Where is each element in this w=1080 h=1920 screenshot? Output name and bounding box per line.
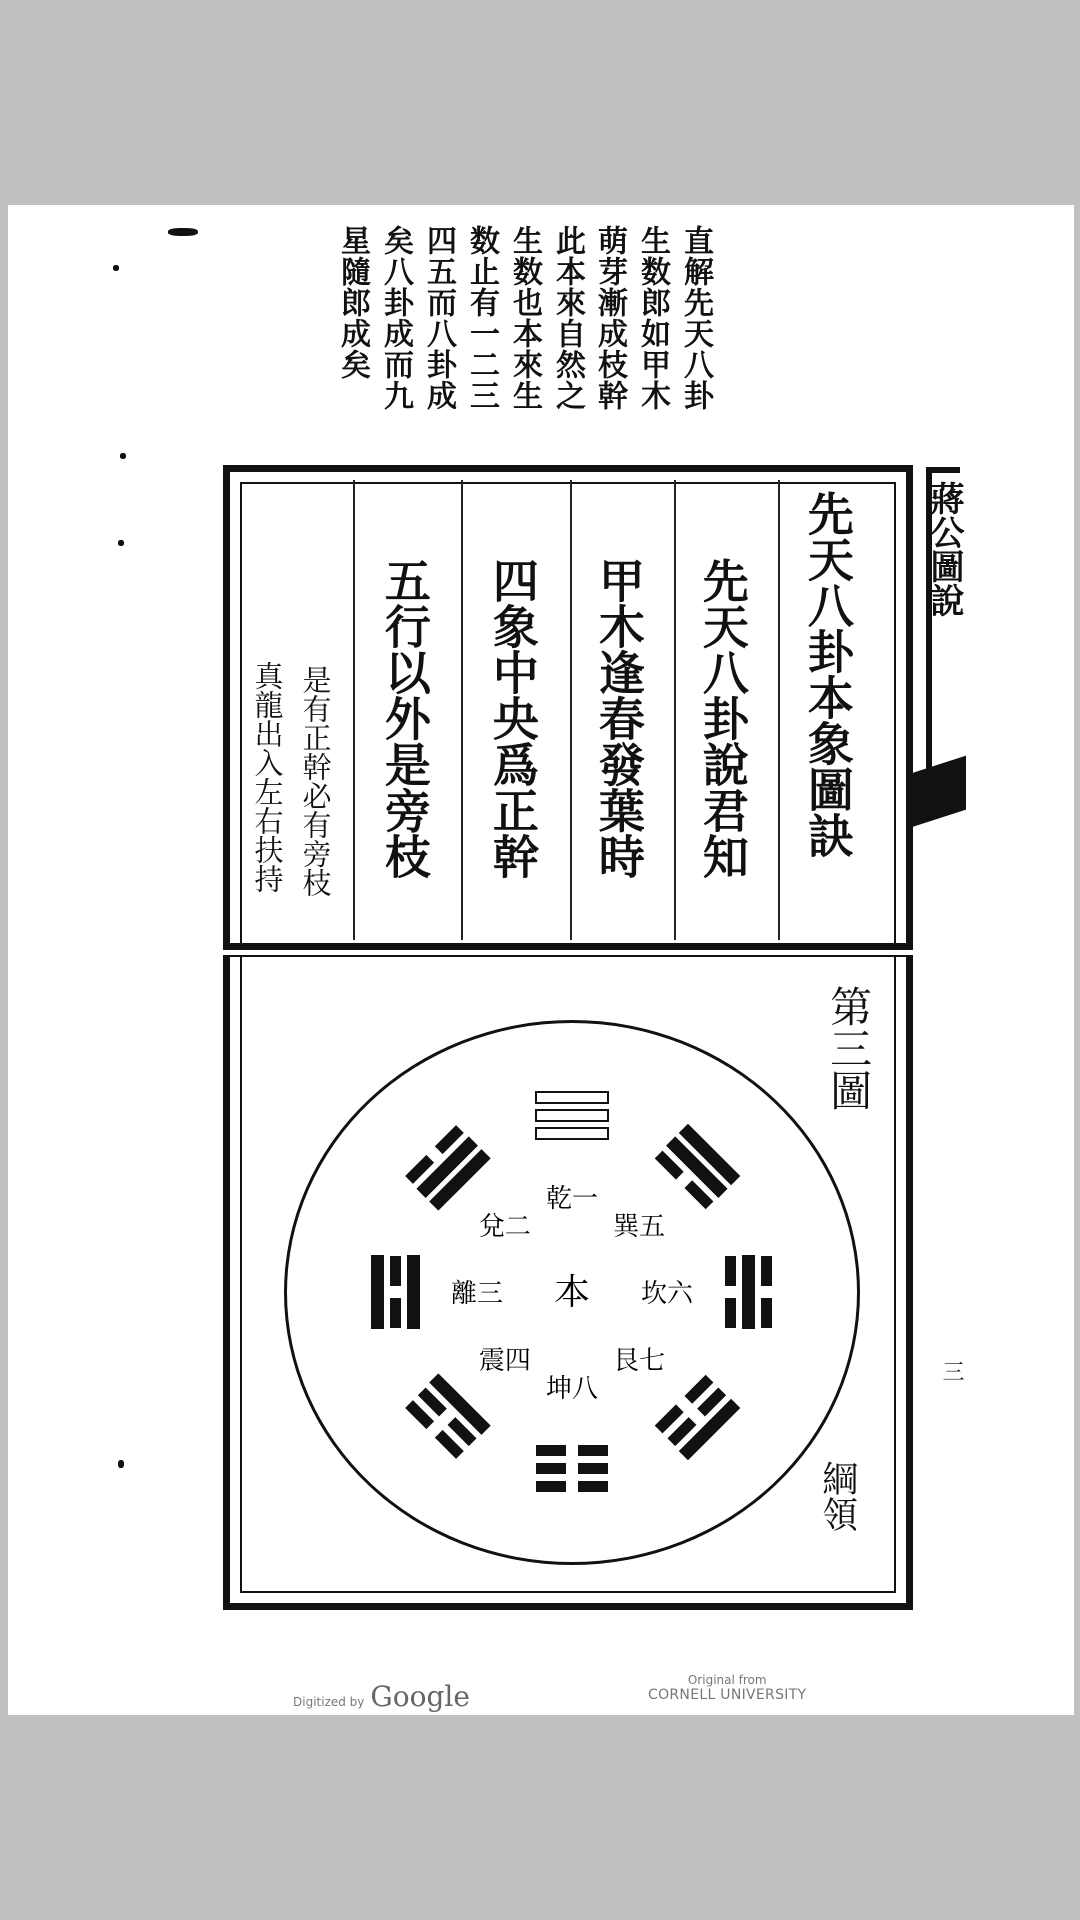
verse-line-3: 四象中央爲正幹 <box>485 557 540 879</box>
trigram-label: 乾一 <box>545 1184 599 1214</box>
google-logo: Google <box>370 1680 470 1713</box>
page-tab <box>908 756 966 829</box>
commentary-column-6: 数止有一二三 <box>464 225 499 411</box>
figure-label: 第三圖 <box>824 985 874 1111</box>
original-from <box>648 1673 806 1703</box>
trigram-label: 震四 <box>478 1346 531 1377</box>
verse-note-2: 真龍出入左右扶持 <box>250 661 285 893</box>
institution-name: CORNELL UNIVERSITY <box>648 1687 807 1703</box>
commentary-column-9: 星隨郎成矣 <box>335 225 370 380</box>
trigram-qian <box>536 1092 608 1139</box>
commentary-column-8: 矣八卦成而九 <box>378 225 413 411</box>
frame-divider <box>223 943 913 957</box>
ink-speck <box>118 540 124 546</box>
digitized-by-text: Digitized by <box>293 1695 365 1709</box>
verse-line-4: 五行以外是旁枝 <box>377 557 432 879</box>
trigram-label: 離三 <box>450 1279 504 1309</box>
trigram-li <box>372 1256 419 1328</box>
trigram-label: 坎六 <box>640 1279 694 1309</box>
ink-speck <box>118 1460 124 1468</box>
trigram-zhen <box>405 1375 489 1459</box>
verse-title: 先天八卦本象圖訣 <box>800 490 855 858</box>
ink-speck <box>120 453 126 459</box>
diagram-center: 本 <box>553 1272 591 1313</box>
trigram-xun <box>655 1125 739 1209</box>
commentary-column-4: 此本來自然之 <box>550 225 585 411</box>
side-page-mark: 三 <box>939 1360 964 1382</box>
original-from-text: Original from <box>687 1673 767 1687</box>
side-label: 蔣公圖說 <box>924 481 964 617</box>
column-rule <box>674 480 676 940</box>
ink-speck <box>113 265 119 271</box>
digitized-by-google <box>293 1680 470 1713</box>
trigram-gen <box>655 1375 739 1459</box>
column-rule <box>570 480 572 940</box>
trigram-label: 兌二 <box>478 1211 531 1242</box>
trigram-label: 巽五 <box>613 1211 666 1242</box>
verse-line-1: 先天八卦說君知 <box>695 557 750 879</box>
trigram-dui <box>405 1125 489 1209</box>
commentary-column-2: 生数郎如甲木 <box>635 225 670 411</box>
column-rule <box>461 480 463 940</box>
commentary-column-1: 直解先天八卦 <box>678 225 713 411</box>
trigram-kan <box>725 1256 772 1328</box>
bagua-diagram <box>284 1020 860 1565</box>
verse-line-2: 甲木逢春發葉時 <box>591 557 646 879</box>
trigram-label: 坤八 <box>545 1374 599 1404</box>
commentary-column-7: 四五而八卦成 <box>421 225 456 411</box>
scanned-page <box>8 205 1074 1715</box>
column-rule <box>353 480 355 940</box>
trigram-kun <box>536 1445 608 1492</box>
commentary-column-3: 萌芽漸成枝幹 <box>592 225 627 411</box>
ink-speck <box>168 228 198 236</box>
trigram-label: 艮七 <box>613 1346 666 1377</box>
verse-note-1: 是有正幹必有旁枝 <box>298 665 333 897</box>
corner-mark: 綱領 <box>816 1460 858 1532</box>
column-rule <box>778 480 780 940</box>
commentary-column-5: 生数也本來生 <box>507 225 542 411</box>
